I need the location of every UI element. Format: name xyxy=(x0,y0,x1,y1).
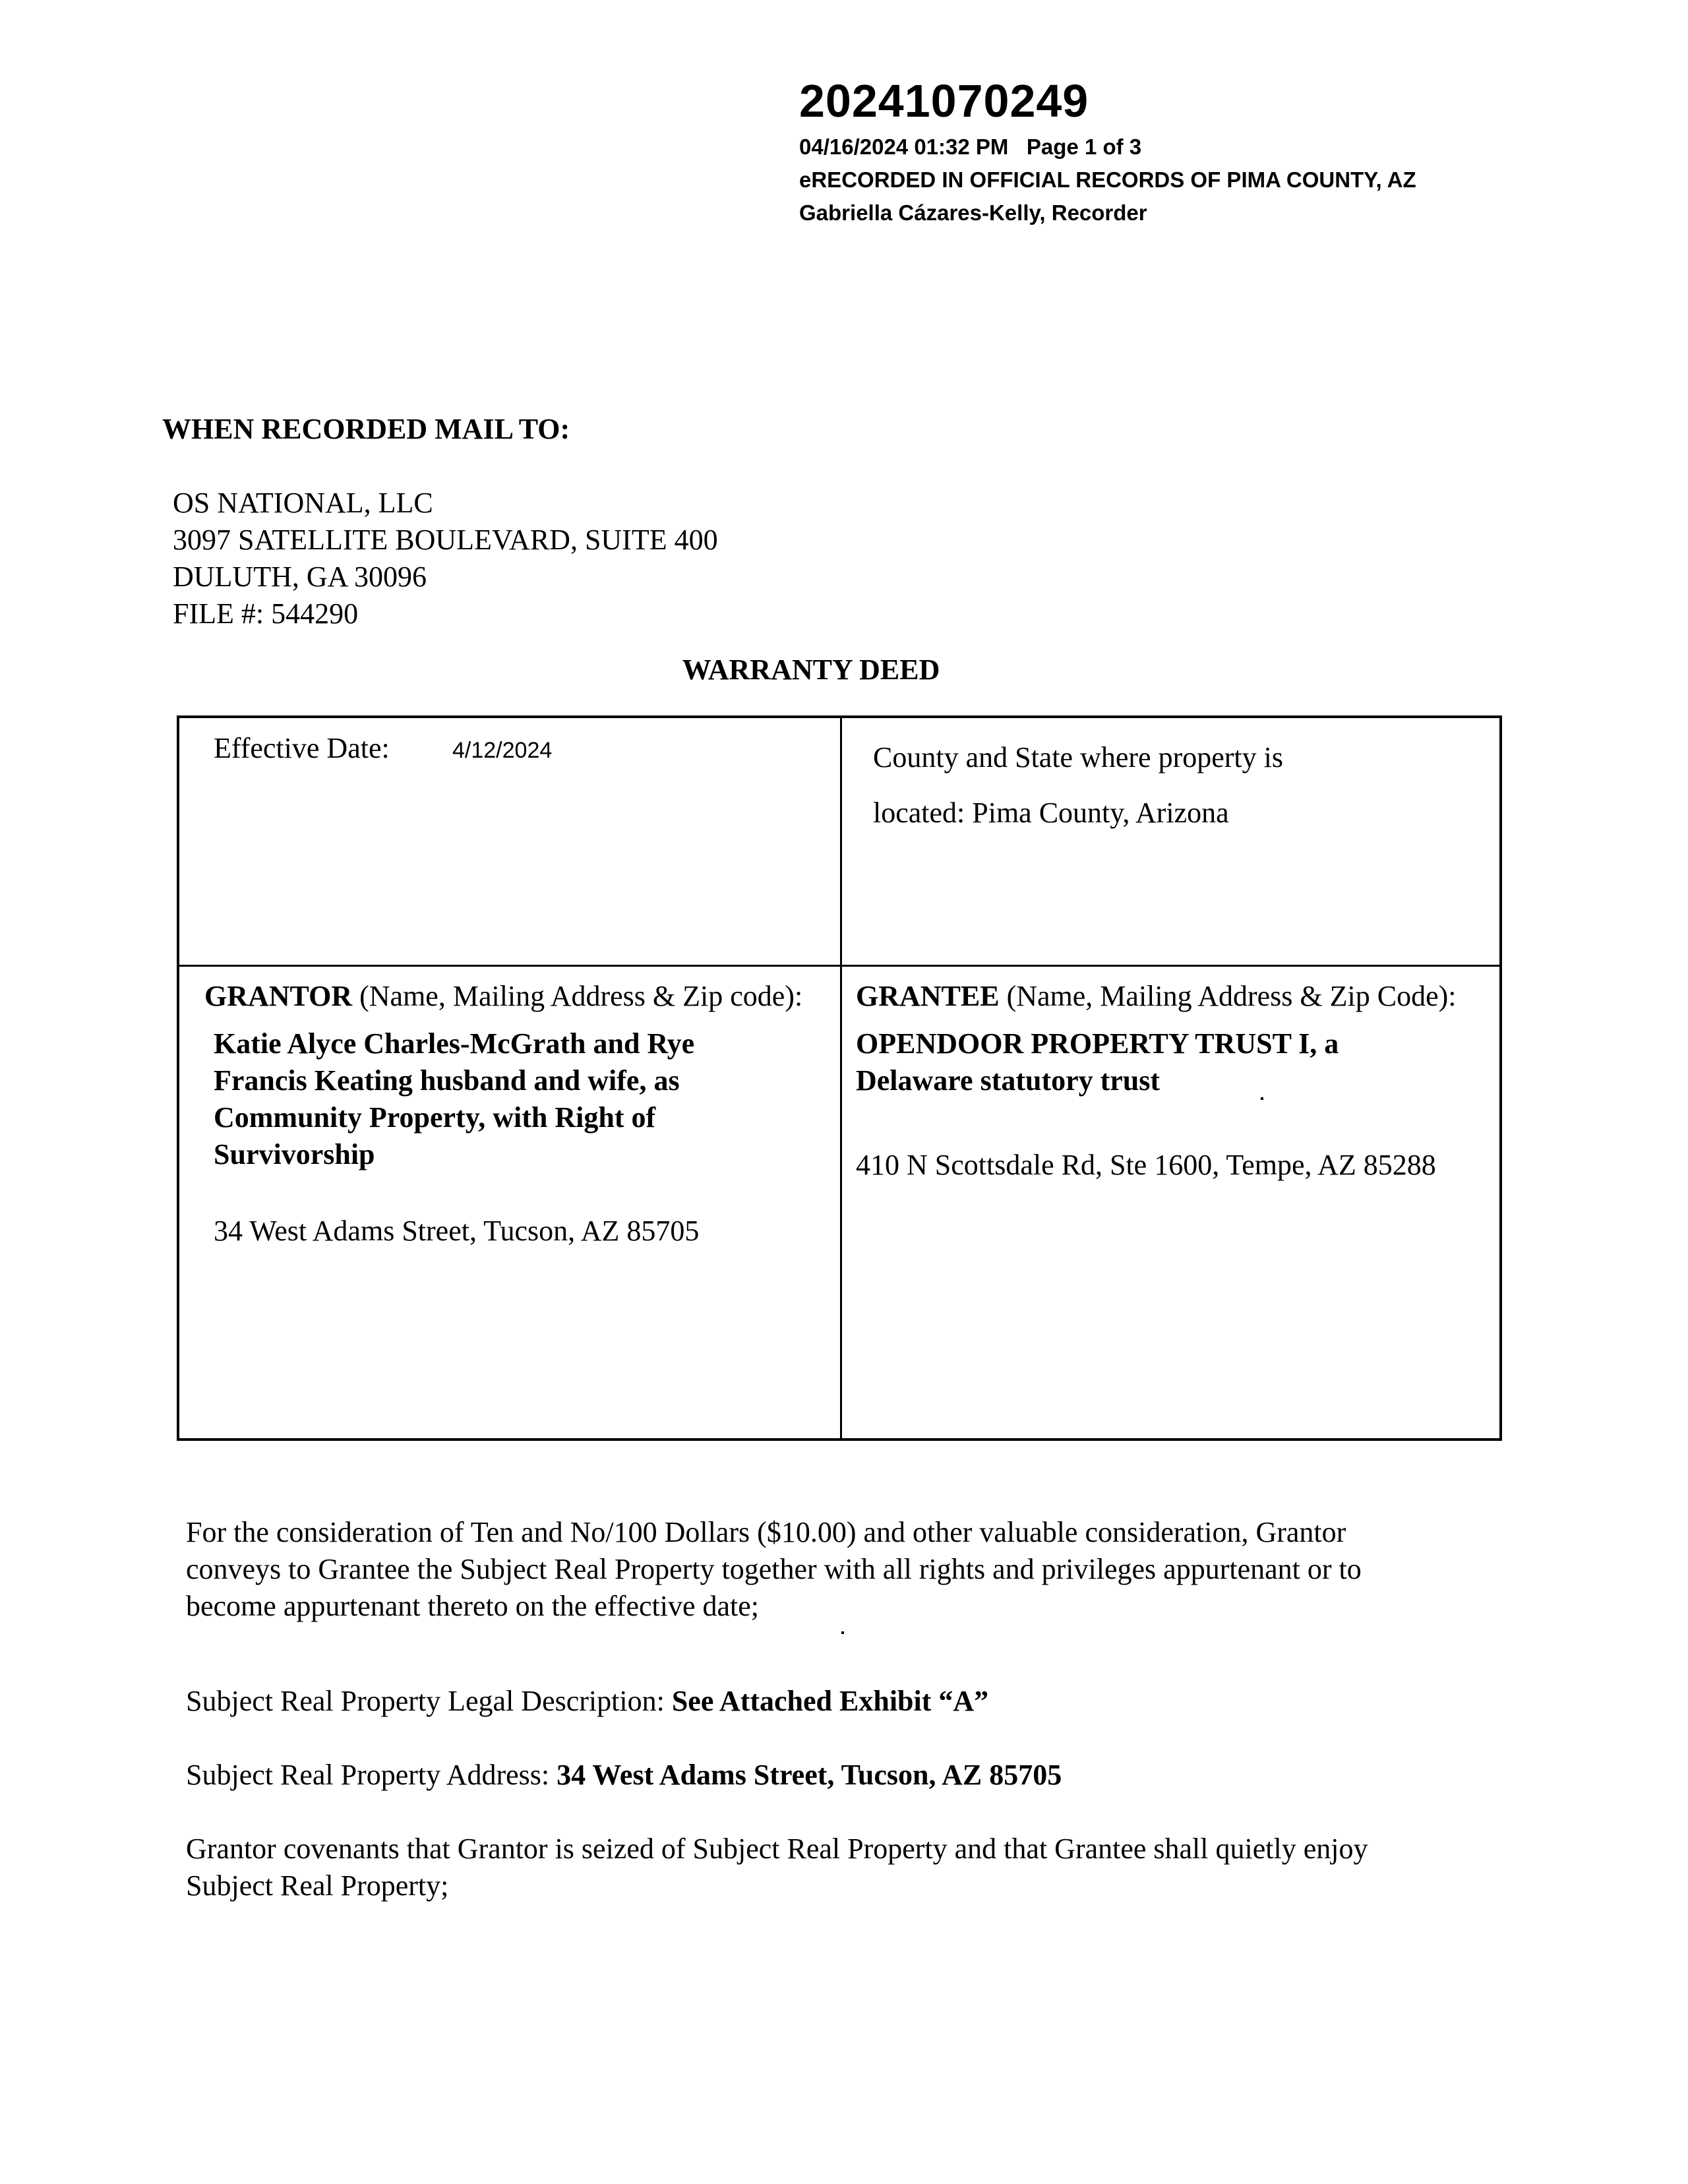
grantee-heading-bold: GRANTEE xyxy=(856,980,1000,1012)
record-datetime: 04/16/2024 01:32 PM xyxy=(799,135,1009,159)
grantor-heading-rest: (Name, Mailing Address & Zip code): xyxy=(352,980,803,1012)
table-vertical-divider xyxy=(840,718,842,1438)
grantee-name xyxy=(856,1025,1339,1099)
grantor-address: 34 West Adams Street, Tucson, AZ 85705 xyxy=(214,1215,700,1247)
recorder-line: Gabriella Cázares-Kelly, Recorder xyxy=(799,200,1147,225)
scan-speck xyxy=(841,1631,844,1634)
scan-speck xyxy=(1261,1097,1263,1100)
grantor-name-line: Survivorship xyxy=(214,1138,375,1170)
mail-to-line: OS NATIONAL, LLC xyxy=(173,487,433,519)
grantee-heading-rest: (Name, Mailing Address & Zip Code): xyxy=(999,980,1457,1012)
covenant-line: Grantor covenants that Grantor is seized of Subject Real Property and that Grantee shall quietly enjoy xyxy=(186,1833,1368,1865)
grantor-name-line: Community Property, with Right of xyxy=(214,1101,656,1134)
county-state-cell xyxy=(873,730,1283,841)
grantee-address: 410 N Scottsdale Rd, Ste 1600, Tempe, AZ 85288 xyxy=(856,1149,1436,1181)
consideration-line: For the consideration of Ten and No/100 Dollars ($10.00) and other valuable consideration, Grantor xyxy=(186,1516,1346,1548)
covenant-line: Subject Real Property; xyxy=(186,1869,449,1902)
recording-stamp xyxy=(799,71,1416,229)
effective-date-label: Effective Date: xyxy=(214,732,390,764)
consideration-paragraph xyxy=(186,1514,1362,1625)
mail-to-line: DULUTH, GA 30096 xyxy=(173,561,427,593)
mail-to-line: 3097 SATELLITE BOULEVARD, SUITE 400 xyxy=(173,524,718,556)
grantor-heading xyxy=(204,979,802,1013)
legal-description-value: See Attached Exhibit “A” xyxy=(671,1685,989,1717)
grantor-name xyxy=(214,1025,694,1173)
deed-info-table xyxy=(177,715,1502,1441)
property-address-line xyxy=(186,1757,1062,1794)
county-value-line: located: Pima County, Arizona xyxy=(873,797,1229,829)
grantee-name-line: OPENDOOR PROPERTY TRUST I, a xyxy=(856,1027,1339,1060)
mail-to-heading: WHEN RECORDED MAIL TO: xyxy=(162,413,570,445)
consideration-line: become appurtenant thereto on the effective date; xyxy=(186,1590,759,1622)
county-label-line: County and State where property is xyxy=(873,741,1283,774)
grantor-name-line: Francis Keating husband and wife, as xyxy=(214,1064,680,1097)
property-address-value: 34 West Adams Street, Tucson, AZ 85705 xyxy=(557,1759,1062,1791)
table-horizontal-divider xyxy=(179,965,1499,967)
grantor-heading-bold: GRANTOR xyxy=(204,980,353,1012)
record-datetime-line xyxy=(799,131,1416,164)
document-number: 20241070249 xyxy=(799,75,1089,127)
grantee-heading xyxy=(856,979,1457,1013)
page-info: Page 1 of 3 xyxy=(1026,135,1142,159)
grantor-name-line: Katie Alyce Charles-McGrath and Rye xyxy=(214,1027,695,1060)
legal-description-label: Subject Real Property Legal Description: xyxy=(186,1685,672,1717)
property-address-label: Subject Real Property Address: xyxy=(186,1759,557,1791)
covenant-paragraph xyxy=(186,1831,1368,1904)
grantee-name-line: Delaware statutory trust xyxy=(856,1064,1160,1097)
consideration-line: conveys to Grantee the Subject Real Property together with all rights and privileges appurtenant or to xyxy=(186,1553,1362,1585)
effective-date-value: 4/12/2024 xyxy=(452,738,553,763)
document-title: WARRANTY DEED xyxy=(682,653,940,686)
mail-to-line: FILE #: 544290 xyxy=(173,597,359,630)
recorded-line: eRECORDED IN OFFICIAL RECORDS OF PIMA COUNTY, AZ xyxy=(799,167,1416,192)
mail-to-address xyxy=(173,485,718,632)
legal-description-line xyxy=(186,1683,988,1720)
